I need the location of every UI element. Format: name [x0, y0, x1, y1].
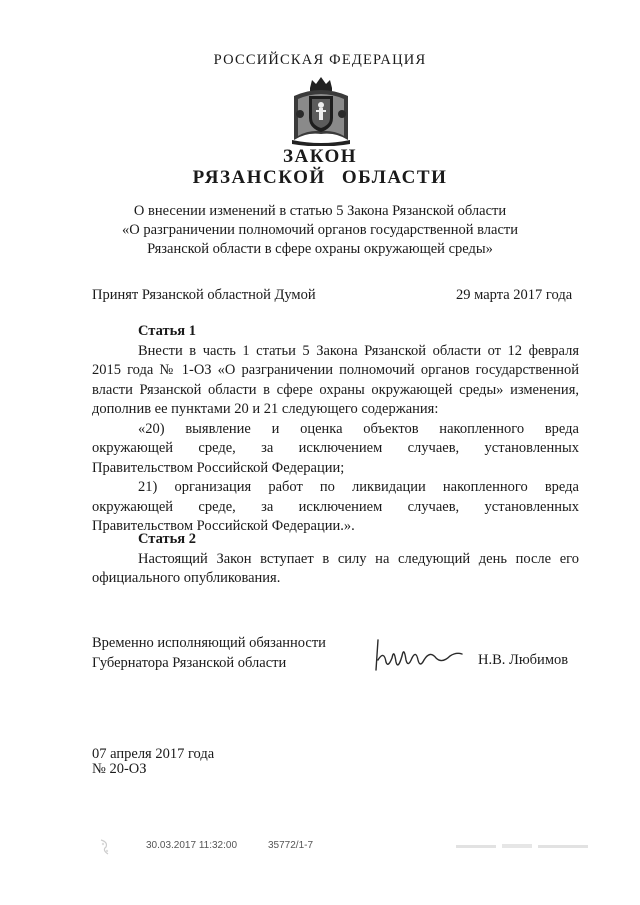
- article-1: [92, 322, 579, 537]
- adopted-date: 29 марта 2017 года: [456, 287, 573, 303]
- article-line: Настоящий Закон вступает в силу на следующий день после его: [138, 550, 579, 567]
- signatory-name: Н.В. Любимов: [478, 652, 569, 668]
- signatory-position: [92, 634, 326, 673]
- subject-line: «О разграничении полномочий органов государственной власти: [121, 222, 518, 238]
- article-line: окружающей среде, за исключением случаев, установленных: [92, 498, 579, 515]
- article-line: власти Рязанской области в сфере охраны окружающей среды» изменения,: [92, 381, 579, 398]
- issue-date: 07 апреля 2017 года: [92, 746, 215, 762]
- article-line: «20) выявление и оценка объектов накопленного вреда: [138, 420, 579, 437]
- coat-of-arms-icon: [288, 74, 354, 146]
- article-line: 21) организация работ по ликвидации накопленного вреда: [138, 479, 579, 495]
- law-region: РЯЗАНСКОЙ ОБЛАСТИ: [192, 167, 448, 188]
- article-heading: Статья 2: [138, 531, 196, 547]
- article-heading: Статья 1: [138, 323, 196, 339]
- article-line: Внести в часть 1 статьи 5 Закона Рязанской области от 12 февраля: [138, 342, 579, 359]
- law-number: № 20-ОЗ: [92, 760, 147, 777]
- faded-stamp-mark: [98, 838, 112, 856]
- position-line: Временно исполняющий обязанности: [92, 635, 326, 651]
- country-name: РОССИЙСКАЯ ФЕДЕРАЦИЯ: [213, 52, 427, 68]
- article-2: [92, 530, 579, 589]
- issue-info: [92, 747, 214, 776]
- adopted-by: Принят Рязанской областной Думой: [92, 287, 316, 303]
- footer-doc-code: 35772/1-7: [268, 840, 314, 851]
- article-line: Правительством Российской Федерации.».: [92, 518, 355, 534]
- article-line: официального опубликования.: [92, 570, 281, 586]
- subject-line: Рязанской области в сфере охраны окружающей среды»: [147, 241, 493, 257]
- law-title: ЗАКОН: [282, 146, 358, 167]
- subject-line: О внесении изменений в статью 5 Закона Рязанской области: [133, 203, 507, 219]
- article-line: окружающей среде, за исключением случаев, установленных: [92, 440, 579, 456]
- handwritten-signature: [372, 636, 464, 672]
- article-line: дополнив ее пунктами 20 и 21 следующего содержания:: [92, 401, 439, 417]
- article-line: Правительством Российской Федерации;: [92, 459, 345, 476]
- article-line: 2015 года № 1-ОЗ «О разграничении полномочий органов государственной: [92, 362, 579, 378]
- faded-barcode-mark: [456, 840, 588, 854]
- position-line: Губернатора Рязанской области: [92, 654, 287, 671]
- footer-timestamp: 30.03.2017 11:32:00: [146, 840, 238, 851]
